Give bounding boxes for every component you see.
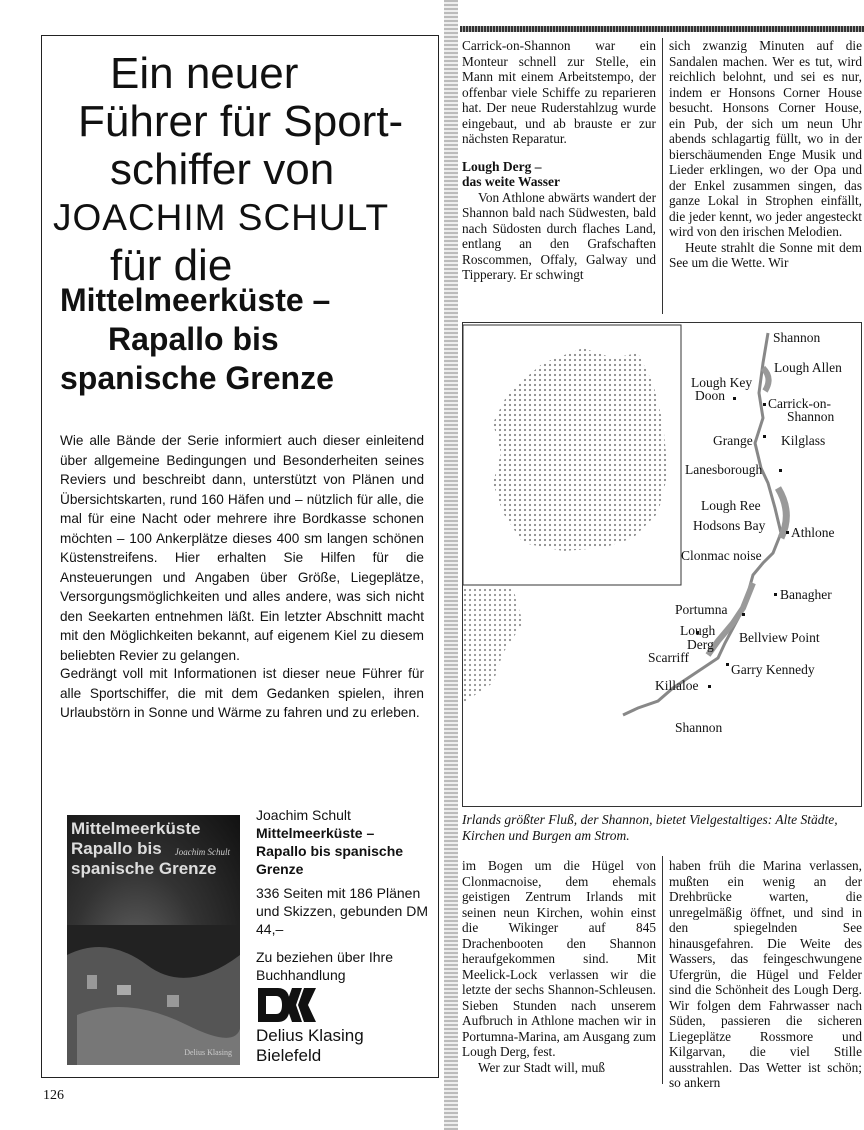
label-garry-kennedy: Garry Kennedy — [731, 662, 815, 677]
label-banagher: Banagher — [780, 587, 832, 602]
article-col-2-bottom — [669, 858, 862, 1091]
col2-bottom-text: haben früh die Marina verlassen, mußten ein wenig an der Drehbrücke warten, die unregelmäßig öffnet, und sind in den spiegelnden See hinausgefahren. Die Weite des Wassers, das feingeschwungene Ufergrün, die Hügel und Felder sind die Schönheit des Lough Derg. Wir folgen dem Fahrwasser nach Süden, passieren die sicheren Liegeplätze Rossmore und Kilgarvan, die viel Stille ausstrahlen. Das Wetter ist schön; so ankern — [669, 858, 862, 1090]
book-title-1: Mittelmeerküste – — [256, 825, 375, 841]
map-caption: Irlands größter Fluß, der Shannon, bietet Vielgestaltiges: Alte Städte, Kirchen und Burgen am Strom. — [462, 812, 838, 843]
publisher-block — [256, 1026, 364, 1066]
label-doon: Doon — [695, 388, 725, 403]
label-kilglass: Kilglass — [781, 433, 826, 448]
label-carrick: Carrick-on- — [768, 396, 831, 411]
page-gutter — [444, 0, 458, 1130]
article-col-1-top — [462, 38, 656, 283]
label-shannon-top: Shannon — [773, 330, 821, 345]
column-divider-bottom — [662, 856, 663, 1084]
label-bellview-point: Bellview Point — [739, 630, 820, 645]
book-title-3: Grenze — [256, 861, 304, 877]
ad-headline — [53, 49, 440, 290]
col1-bottom-text: im Bogen um die Hügel von Clonmacnoise, dem ehemals geistigen Zentrum Irlands mit seinen neun Kirchen, wohin einst die Wikinger auf 845 Drachenbooten den Shannon heraufgekommen sind. Mit Meelick-Lock verlassen wir die letzte der sechs Shannon-Schleusen. Sieben Stunden nach unserem Aufbruch in Athlone machen wir in Portumna-Marina, am Ausgang zum Lough Derg, fest. — [462, 858, 656, 1059]
subhead-line-1: Lough Derg – — [462, 158, 542, 174]
col2-top-text-2: Heute strahlt die Sonne mit dem See um die Wette. Wir — [669, 239, 862, 270]
label-lough-derg-2: Derg — [687, 637, 714, 652]
headline-author: JOACHIM SCHULT — [53, 197, 390, 238]
book-cover-author: Joachim Schult — [174, 847, 230, 857]
article-col-2-top — [669, 38, 862, 271]
book-cover-publisher: Delius Klasing — [184, 1048, 232, 1057]
headline-line-5: für die — [110, 241, 233, 290]
col1-bottom-text-2: Wer zur Stadt will, muß — [478, 1059, 606, 1075]
book-author: Joachim Schult — [256, 807, 351, 823]
label-lough-key: Lough Key — [691, 375, 753, 390]
book-cover-title: Mittelmeerküste Rapallo bis spanische Grenze — [71, 819, 217, 878]
label-carrick-2: Shannon — [787, 409, 835, 424]
col1-sub-text: Von Athlone abwärts wandert der Shannon bald nach Südwesten, bald nach Südosten durch flaches Land, entlang an den Grafschaften Roscommen, Offaly, Galway und Tipperary. Er schwingt — [462, 189, 656, 282]
bold-line-1: Mittelmeerküste – — [60, 282, 331, 318]
bold-line-2: Rapallo bis — [108, 321, 279, 357]
label-killaloe: Killaloe — [655, 678, 699, 693]
publisher-name: Delius Klasing — [256, 1026, 364, 1045]
label-lanesborough: Lanesborough — [685, 462, 763, 477]
label-clonmacnoise: Clonmac noise — [681, 548, 762, 563]
label-grange: Grange — [713, 433, 753, 448]
book-title-2: Rapallo bis spanische — [256, 843, 404, 859]
label-shannon-bottom: Shannon — [675, 720, 723, 735]
shannon-map — [462, 322, 862, 807]
ad-bold-title — [60, 281, 430, 398]
label-lough-ree: Lough Ree — [701, 498, 761, 513]
article-col-1-bottom — [462, 858, 656, 1075]
subhead-line-2: das weite Wasser — [462, 174, 560, 189]
headline-line-2: Führer für Sport- — [78, 97, 404, 146]
page-number: 126 — [43, 1088, 64, 1103]
label-scarriff: Scarriff — [648, 650, 689, 665]
headline-line-3: schiffer von — [110, 145, 335, 194]
label-hodsons-bay: Hodsons Bay — [693, 518, 766, 533]
publisher-logo-icon — [258, 988, 320, 1027]
label-lough-allen: Lough Allen — [774, 360, 842, 375]
col1-top-text: Carrick-on-Shannon war ein Monteur schnell zur Stelle, ein Mann mit einem Arbeitstempo, der offenbar viele Schiffe zu reparieren hat. Der neue Ruderstahlzug wurde eingebaut, und ab brauste er zur nächsten Reparatur. — [462, 38, 656, 146]
label-lough-derg-1: Lough — [680, 623, 716, 638]
top-rule — [460, 26, 864, 32]
publisher-city: Bielefeld — [256, 1046, 322, 1065]
ad-paragraph-2: Gedrängt voll mit Informationen ist dieser neue Führer für alle Sportschiffer, die mit dem Gedanken spielen, ihren Urlaubstörn in Sonne und Wärme zu fahren und zu erleben. — [60, 666, 424, 720]
headline-line-1: Ein neuer — [110, 49, 299, 98]
book-info — [256, 806, 432, 984]
column-divider-top — [662, 38, 663, 314]
label-portumna: Portumna — [675, 602, 728, 617]
bold-line-3: spanische Grenze — [60, 360, 334, 396]
col2-top-text: sich zwanzig Minuten auf die Sandalen machen. Wer es tut, wird reichlich belohnt, und sei es nur, indem er Honsons Corner House besucht. Honsons Corner House, ein Pub, der sich um neun Uhr abends schlagartig füllt, wo in der bierschäumenden Enge Musik und Lieder erklingen, wo der Opa und der Enkel zusammen singen, das ganze Lokal in Strophen einfällt, die jeder kennt, wo jeder angesteckt wird von den irischen Melodien. — [669, 38, 862, 239]
book-order: Zu beziehen über Ihre Buchhandlung — [256, 949, 393, 983]
book-cover-image — [67, 815, 240, 1065]
book-pages: 336 Seiten mit 186 Plänen und Skizzen, gebunden DM 44,– — [256, 885, 428, 937]
ad-paragraph-1: Wie alle Bände der Serie informiert auch dieser einleitend über allgemeine Bedingungen und Besonderheiten seines Reviers und beschreibt dann, unterstützt von Plänen und Übersichtskarten, rund 160 Häfen und – nützlich für alle, die mal für eine Nacht oder mehrere ihre Bordkasse schonen möchten – 100 Ankerplätze dieses 400 sm langen schönen Küstenstreifens. Hier erhalten Sie Hilfen für die Ansteuerungen und Angaben über Größe, Liegeplätze, Versorgungsmöglichkeiten und alles andere, was sich nicht den Seekarten entnehmen läßt. Ein letzter Abschnitt macht mit den Möglichkeiten bekannt, auf eigenem Kiel zu diesem beliebten Revier zu gelangen. — [60, 433, 424, 663]
label-athlone: Athlone — [791, 525, 835, 540]
